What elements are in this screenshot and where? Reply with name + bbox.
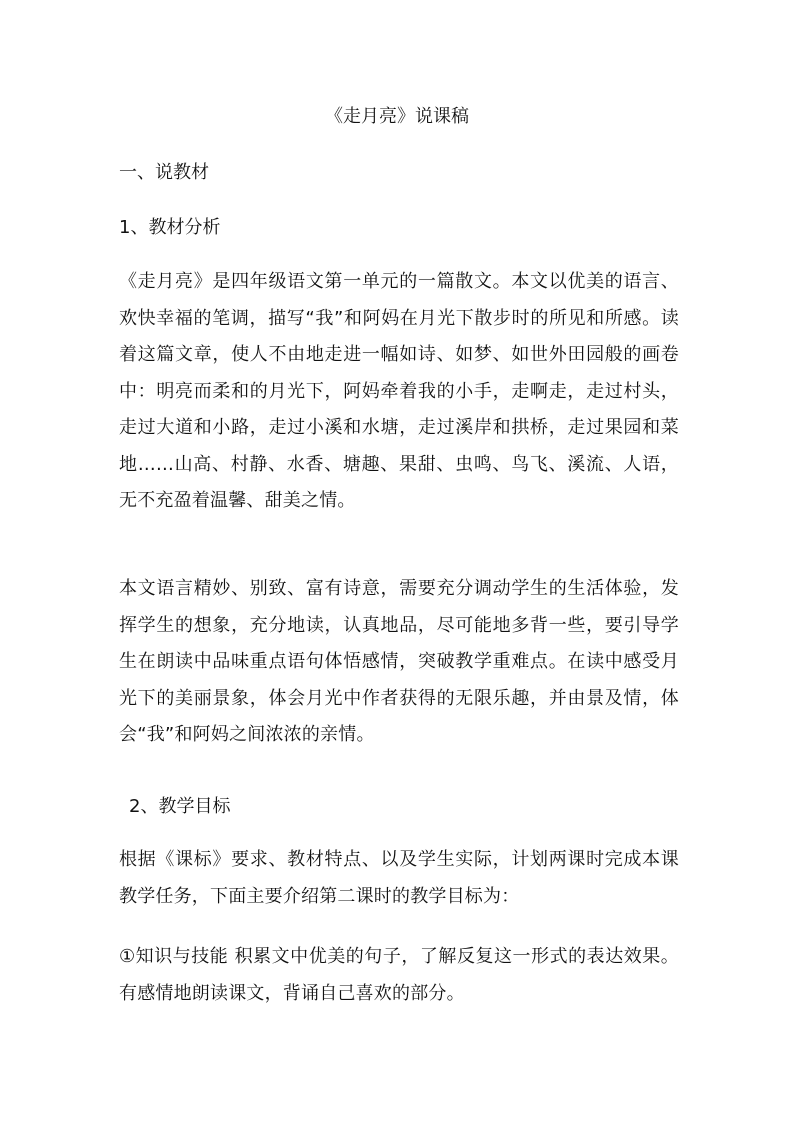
paragraph-knowledge-skills-goal: ①知识与技能 积累文中优美的句子，了解反复这一形式的表达效果。有感情地朗读课文，背诵自己喜欢的部分。: [119, 946, 679, 1004]
document-title: 《走月亮》说课稿: [325, 106, 469, 127]
section-heading-teaching-material: 一、说教材: [119, 162, 209, 183]
paragraph-language-features: 本文语言精妙、别致、富有诗意，需要充分调动学生的生活体验，发挥学生的想象，充分地读，认真地品，尽可能地多背一些，要引导学生在朗读中品味重点语句体悟感情，突破教学重难点。在读中感受月光下的美丽景象，体会月光中作者获得的无限乐趣，并由景及情，体会“我”和阿妈之间浓浓的亲情。: [119, 578, 679, 745]
subsection-heading-teaching-goals: 2、教学目标: [129, 796, 231, 817]
paragraph-material-analysis: 《走月亮》是四年级语文第一单元的一篇散文。本文以优美的语言、欢快幸福的笔调，描写“我”和阿妈在月光下散步时的所见和所感。读着这篇文章，使人不由地走进一幅如诗、如梦、如世外田园般的画卷中：明亮而柔和的月光下，阿妈牵着我的小手，走啊走，走过村头，走过大道和小路，走过小溪和水塘，走过溪岸和拱桥，走过果园和菜地……山高、村静、水香、塘趣、果甜、虫鸣、鸟飞、溪流、人语，无不充盈着温馨、甜美之情。: [119, 271, 679, 511]
subsection-heading-material-analysis: 1、教材分析: [119, 217, 221, 238]
paragraph-teaching-plan: 根据《课标》要求、教材特点、以及学生实际，计划两课时完成本课教学任务，下面主要介绍第二课时的教学目标为：: [119, 849, 679, 907]
